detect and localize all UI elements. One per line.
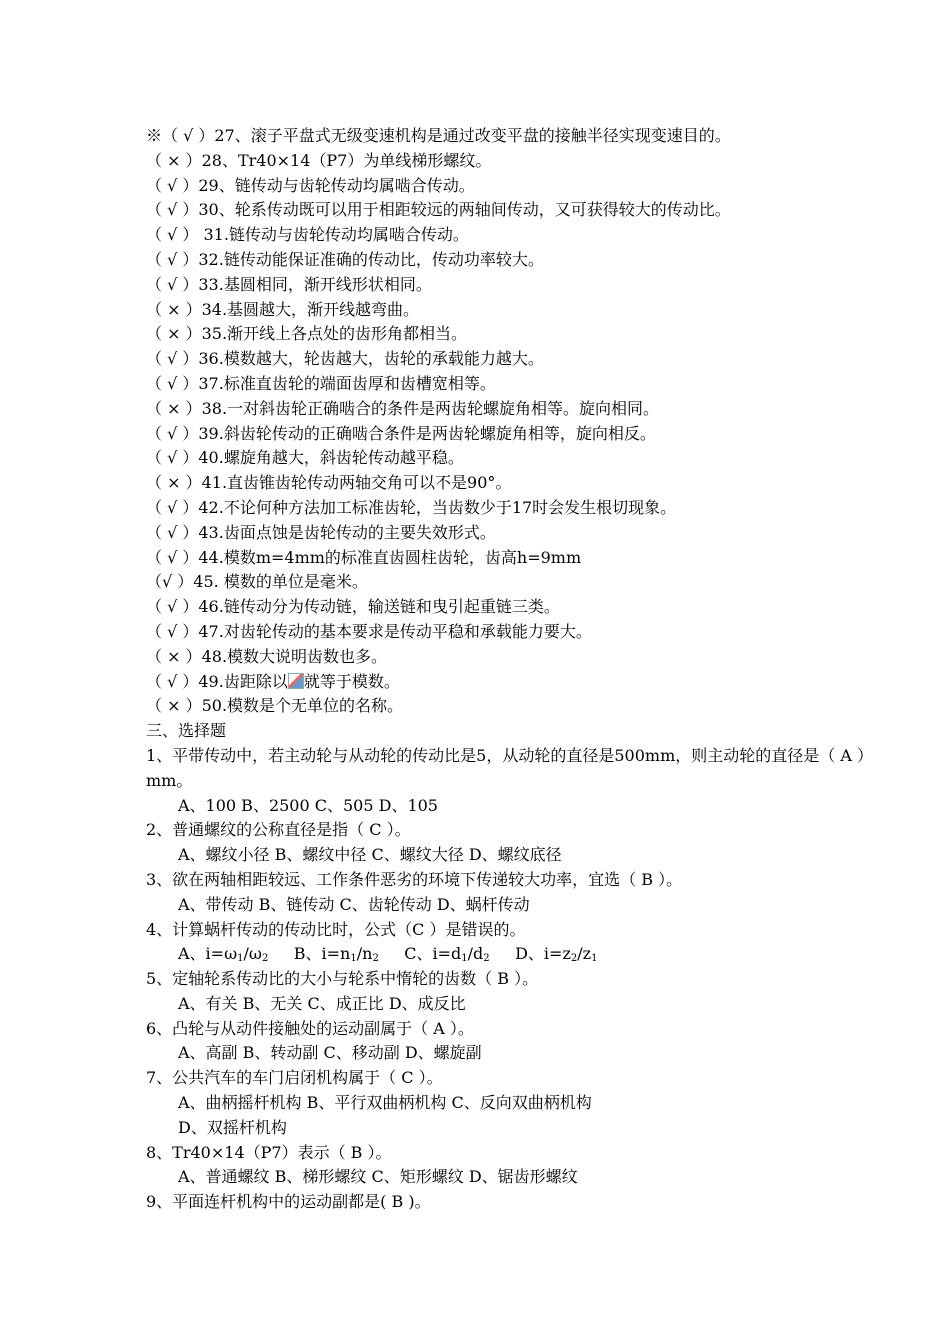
question-6-options: A、高副 B、转动副 C、移动副 D、螺旋副 (178, 1043, 482, 1063)
question-9: 9、平面连杆机构中的运动副都是( B )。 (146, 1192, 431, 1212)
tf-item: （ × ）35.渐开线上各点处的齿形角都相当。 (146, 324, 468, 344)
q4-option-a: A、$i=\omega_1/\omega_2$ (178, 944, 269, 965)
tf-item: （ √ ）33.基圆相同，渐开线形状相同。 (146, 274, 432, 294)
tf-item: （ × ）48.模数大说明齿数也多。 (146, 646, 388, 666)
tf-item-50: （ × ）50.模数是个无单位的名称。 (146, 696, 404, 716)
tf-item: （ √ ）47.对齿轮传动的基本要求是传动平稳和承载能力要大。 (146, 621, 592, 641)
tf-item: （ √ ）46.链传动分为传动链，输送链和曳引起重链三类。 (146, 597, 560, 617)
section-title: 三、选择题 (146, 721, 227, 741)
document-body (146, 124, 886, 1215)
tf-item: （ √ ）42.不论何种方法加工标准齿轮，当齿数少于17时会发生根切现象。 (146, 497, 677, 517)
question-7-options: A、曲柄摇杆机构 B、平行双曲柄机构 C、反向双曲柄机构 (178, 1093, 592, 1113)
tf-item: （ √ ）30、轮系传动既可以用于相距较远的两轴间传动，又可获得较大的传动比。 (146, 200, 731, 220)
question-5: 5、定轴轮系传动比的大小与轮系中惰轮的齿数（ B ）。 (146, 969, 539, 989)
question-1: 1、平带传动中，若主动轮与从动轮的传动比是5，从动轮的直径是500mm，则主动轮的直径是（ A ）mm。 (146, 745, 873, 790)
question-8: 8、Tr40×14（P7）表示（ B ）。 (146, 1142, 392, 1162)
tf-item: （ √ ）32.链传动能保证准确的传动比，传动功率较大。 (146, 249, 544, 269)
tf-item: （ × ）28、Tr40×14（P7）为单线梯形螺纹。 (146, 150, 492, 170)
tf-item: （ √ ）36.模数越大，轮齿越大，齿轮的承载能力越大。 (146, 349, 544, 369)
q4-option-c: C、$i=d_1/d_2$ (404, 944, 490, 965)
tf-item: ※（ √ ）27、滚子平盘式无级变速机构是通过改变平盘的接触半径实现变速目的。 (146, 126, 731, 145)
broken-image-icon (288, 673, 304, 689)
question-2-options: A、螺纹小径 B、螺纹中径 C、螺纹大径 D、螺纹底径 (178, 845, 562, 865)
question-7: 7、公共汽车的车门启闭机构属于（ C ）。 (146, 1068, 443, 1088)
question-1-options: A、100 B、2500 C、505 D、105 (178, 795, 438, 815)
tf-item: （ √ ）44.模数m=4mm的标准直齿圆柱齿轮，齿高h=9mm (146, 547, 582, 567)
question-8-options: A、普通螺纹 B、梯形螺纹 C、矩形螺纹 D、锯齿形螺纹 (178, 1167, 578, 1187)
tf-item: （ √ ）39.斜齿轮传动的正确啮合条件是两齿轮螺旋角相等，旋向相反。 (146, 423, 656, 443)
question-3: 3、欲在两轴相距较远、工作条件恶劣的环境下传递较大功率，宜选（ B ）。 (146, 869, 683, 889)
tf-item-49-text-a: （ √ ）49.齿距除以 (146, 671, 288, 691)
tf-item: （ × ）34.基圆越大，渐开线越弯曲。 (146, 299, 420, 319)
tf-item-49-text-b: 就等于模数。 (303, 671, 400, 691)
tf-item: （√ ）45. 模数的单位是毫米。 (146, 572, 368, 592)
q4-option-d: D、$i=z_2/z_1$ (515, 944, 598, 965)
question-4-options (146, 942, 886, 967)
question-2: 2、普通螺纹的公称直径是指（ C ）。 (146, 820, 411, 840)
true-false-list (146, 124, 886, 670)
tf-item: （ √ ）40.螺旋角越大，斜齿轮传动越平稳。 (146, 448, 464, 468)
question-5-options: A、有关 B、无关 C、成正比 D、成反比 (178, 993, 466, 1013)
tf-item: （ √ ）29、链传动与齿轮传动均属啮合传动。 (146, 175, 475, 195)
tf-item: （ √ ）43.齿面点蚀是齿轮传动的主要失效形式。 (146, 522, 496, 542)
tf-item-49 (146, 670, 886, 695)
question-4: 4、计算蜗杆传动的传动比时，公式（C ）是错误的。 (146, 919, 526, 939)
question-6: 6、凸轮与从动件接触处的运动副属于（ A ）。 (146, 1018, 474, 1038)
question-7-options-2: D、双摇杆机构 (178, 1117, 287, 1137)
tf-item: （ √ ） 31.链传动与齿轮传动均属啮合传动。 (146, 225, 469, 245)
question-3-options: A、带传动 B、链传动 C、齿轮传动 D、蜗杆传动 (178, 894, 530, 914)
tf-item: （ √ ）37.标准直齿轮的端面齿厚和齿槽宽相等。 (146, 373, 496, 393)
tf-item: （ × ）41.直齿锥齿轮传动两轴交角可以不是90°。 (146, 473, 512, 493)
q4-option-b: B、$i=n_1/n_2$ (293, 944, 379, 965)
tf-item: （ × ）38.一对斜齿轮正确啮合的条件是两齿轮螺旋角相等。旋向相同。 (146, 398, 660, 418)
